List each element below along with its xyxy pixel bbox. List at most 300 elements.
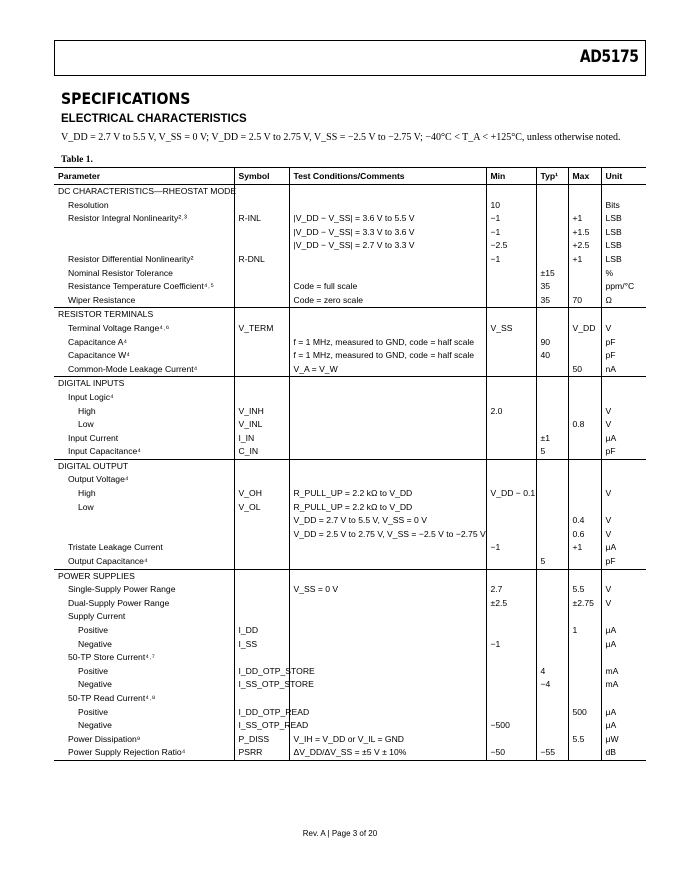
cell-max bbox=[568, 569, 601, 583]
cell-unit bbox=[601, 473, 646, 487]
cell-parameter: POWER SUPPLIES bbox=[54, 569, 234, 583]
cell-test-conditions bbox=[289, 706, 486, 720]
cell-symbol bbox=[234, 267, 289, 281]
cell-symbol bbox=[234, 363, 289, 377]
cell-min bbox=[486, 294, 536, 308]
cell-typ: 35 bbox=[536, 280, 568, 294]
table-row bbox=[54, 473, 646, 487]
cell-parameter: Output Capacitance⁴ bbox=[68, 556, 148, 567]
page-footer: Rev. A | Page 3 of 20 bbox=[302, 829, 378, 838]
cell-symbol: V_INL bbox=[234, 418, 289, 432]
table-row bbox=[54, 651, 646, 665]
cell-max bbox=[568, 746, 601, 760]
cell-symbol bbox=[234, 583, 289, 597]
cell-parameter: Capacitance A⁴ bbox=[68, 336, 128, 347]
cell-test-conditions bbox=[289, 597, 486, 611]
table-row bbox=[54, 349, 646, 363]
col-header-test-conditions: Test Conditions/Comments bbox=[289, 168, 486, 185]
cell-typ bbox=[536, 363, 568, 377]
cell-unit: μW bbox=[601, 733, 646, 747]
cell-symbol bbox=[234, 239, 289, 253]
cell-unit: pF bbox=[601, 555, 646, 569]
cell-test-conditions: V_DD = 2.5 V to 2.75 V, V_SS = −2.5 V to −2.75 V bbox=[289, 528, 486, 542]
cell-test-conditions: V_DD = 2.7 V to 5.5 V, V_SS = 0 V bbox=[289, 514, 486, 528]
part-number: AD5175 bbox=[580, 47, 639, 67]
cell-typ: ±1 bbox=[536, 432, 568, 446]
section-title: SPECIFICATIONS bbox=[61, 89, 191, 108]
cell-min bbox=[486, 665, 536, 679]
cell-typ bbox=[536, 253, 568, 267]
cell-test-conditions bbox=[289, 473, 486, 487]
cell-symbol bbox=[234, 541, 289, 555]
cell-min bbox=[486, 692, 536, 706]
cell-max bbox=[568, 638, 601, 652]
cell-parameter: High bbox=[78, 488, 96, 499]
col-header-unit: Unit bbox=[601, 168, 646, 185]
cell-test-conditions bbox=[289, 719, 486, 733]
cell-typ bbox=[536, 692, 568, 706]
table-row bbox=[54, 678, 646, 692]
cell-unit: μA bbox=[601, 432, 646, 446]
cell-unit: pF bbox=[601, 349, 646, 363]
cell-test-conditions bbox=[289, 624, 486, 638]
cell-typ bbox=[536, 322, 568, 336]
cell-typ bbox=[536, 706, 568, 720]
table-row bbox=[54, 322, 646, 336]
cell-min: 2.7 bbox=[486, 583, 536, 597]
table-row bbox=[54, 514, 646, 528]
cell-max bbox=[568, 501, 601, 515]
cell-unit: % bbox=[601, 267, 646, 281]
cell-min bbox=[486, 514, 536, 528]
cell-min bbox=[486, 185, 536, 199]
table-row bbox=[54, 226, 646, 240]
cell-unit bbox=[601, 459, 646, 473]
cell-typ bbox=[536, 405, 568, 419]
cell-test-conditions: |V_DD − V_SS| = 3.3 V to 3.6 V bbox=[289, 226, 486, 240]
cell-unit bbox=[601, 377, 646, 391]
cell-unit: LSB bbox=[601, 239, 646, 253]
cell-symbol: P_DISS bbox=[234, 733, 289, 747]
cell-test-conditions bbox=[289, 459, 486, 473]
cell-symbol: I_DD_OTP_STORE bbox=[234, 665, 289, 679]
cell-test-conditions bbox=[289, 638, 486, 652]
cell-symbol: I_DD_OTP_READ bbox=[234, 706, 289, 720]
table-row bbox=[54, 733, 646, 747]
cell-parameter bbox=[54, 239, 234, 253]
cell-max: +1 bbox=[568, 253, 601, 267]
cell-typ bbox=[536, 569, 568, 583]
cell-min: ±2.5 bbox=[486, 597, 536, 611]
cell-max bbox=[568, 445, 601, 459]
cell-max: 5.5 bbox=[568, 583, 601, 597]
cell-typ bbox=[536, 719, 568, 733]
cell-unit: mA bbox=[601, 678, 646, 692]
cell-typ: −4 bbox=[536, 678, 568, 692]
cell-parameter: Positive bbox=[78, 625, 109, 635]
cell-parameter: Power Dissipation⁹ bbox=[68, 733, 141, 744]
cell-typ bbox=[536, 638, 568, 652]
cell-parameter: Resolution bbox=[68, 199, 109, 210]
cell-max bbox=[568, 267, 601, 281]
cell-max bbox=[568, 280, 601, 294]
table-section-row bbox=[54, 459, 646, 473]
cell-symbol bbox=[234, 514, 289, 528]
cell-parameter: Resistance Temperature Coefficient⁴˒⁵ bbox=[68, 281, 214, 292]
table-row bbox=[54, 501, 646, 515]
table-row bbox=[54, 624, 646, 638]
cell-parameter: Negative bbox=[78, 679, 112, 690]
cell-min: 10 bbox=[486, 199, 536, 213]
cell-typ bbox=[536, 501, 568, 515]
cell-unit: V bbox=[601, 418, 646, 432]
table-section-row bbox=[54, 185, 646, 199]
cell-test-conditions bbox=[289, 541, 486, 555]
table-row bbox=[54, 418, 646, 432]
cell-unit bbox=[601, 308, 646, 322]
cell-parameter: Common-Mode Leakage Current⁴ bbox=[68, 363, 198, 374]
cell-typ bbox=[536, 391, 568, 405]
cell-symbol bbox=[234, 336, 289, 350]
cell-typ bbox=[536, 597, 568, 611]
cell-min bbox=[486, 377, 536, 391]
cell-test-conditions bbox=[289, 692, 486, 706]
cell-max bbox=[568, 349, 601, 363]
cell-symbol: V_OH bbox=[234, 487, 289, 501]
cell-typ bbox=[536, 733, 568, 747]
cell-min bbox=[486, 651, 536, 665]
cell-min bbox=[486, 418, 536, 432]
cell-max: 0.8 bbox=[568, 418, 601, 432]
cell-unit bbox=[601, 610, 646, 624]
cell-min: −50 bbox=[486, 746, 536, 760]
table-row bbox=[54, 555, 646, 569]
cell-min bbox=[486, 706, 536, 720]
cell-typ bbox=[536, 473, 568, 487]
cell-max bbox=[568, 377, 601, 391]
cell-unit: LSB bbox=[601, 226, 646, 240]
cell-parameter: DC CHARACTERISTICS—RHEOSTAT MODE bbox=[54, 185, 234, 199]
table-row bbox=[54, 541, 646, 555]
cell-symbol: V_INH bbox=[234, 405, 289, 419]
cell-typ: −55 bbox=[536, 746, 568, 760]
cell-max bbox=[568, 473, 601, 487]
cell-typ bbox=[536, 541, 568, 555]
cell-typ bbox=[536, 610, 568, 624]
cell-max: +2.5 bbox=[568, 239, 601, 253]
cell-min bbox=[486, 267, 536, 281]
cell-symbol: I_SS_OTP_READ bbox=[234, 719, 289, 733]
cell-min: V_DD − 0.1 bbox=[486, 487, 536, 501]
table-row bbox=[54, 487, 646, 501]
table-row bbox=[54, 212, 646, 226]
table-row bbox=[54, 199, 646, 213]
cell-parameter: DIGITAL OUTPUT bbox=[54, 459, 234, 473]
cell-test-conditions bbox=[289, 308, 486, 322]
cell-min: V_SS bbox=[486, 322, 536, 336]
cell-unit: LSB bbox=[601, 212, 646, 226]
cell-parameter: Supply Current bbox=[68, 611, 126, 622]
cell-min: −1 bbox=[486, 253, 536, 267]
cell-max bbox=[568, 432, 601, 446]
table-row bbox=[54, 336, 646, 350]
cell-test-conditions bbox=[289, 418, 486, 432]
cell-parameter: Terminal Voltage Range⁴˒⁶ bbox=[68, 322, 170, 333]
table-row bbox=[54, 445, 646, 459]
cell-test-conditions bbox=[289, 267, 486, 281]
cell-parameter: DIGITAL INPUTS bbox=[54, 377, 234, 391]
cell-parameter: Resistor Differential Nonlinearity² bbox=[68, 253, 194, 264]
cell-test-conditions bbox=[289, 569, 486, 583]
cell-test-conditions bbox=[289, 678, 486, 692]
cell-test-conditions bbox=[289, 555, 486, 569]
cell-symbol bbox=[234, 610, 289, 624]
cell-symbol: R-INL bbox=[234, 212, 289, 226]
cell-max bbox=[568, 555, 601, 569]
cell-parameter: Negative bbox=[78, 638, 112, 649]
cell-min bbox=[486, 733, 536, 747]
table-section-row bbox=[54, 308, 646, 322]
cell-unit: dB bbox=[601, 746, 646, 760]
table-section-row bbox=[54, 377, 646, 391]
cell-max bbox=[568, 336, 601, 350]
table-row bbox=[54, 610, 646, 624]
cell-unit bbox=[601, 391, 646, 405]
specifications-table bbox=[54, 167, 646, 761]
cell-parameter: Positive bbox=[78, 706, 109, 717]
cell-min bbox=[486, 363, 536, 377]
cell-unit: μA bbox=[601, 541, 646, 555]
cell-parameter: Single-Supply Power Range bbox=[68, 584, 176, 595]
table-row bbox=[54, 706, 646, 720]
cell-min: −1 bbox=[486, 541, 536, 555]
cell-parameter: 50-TP Read Current⁴˒⁸ bbox=[68, 692, 156, 703]
cell-typ bbox=[536, 583, 568, 597]
cell-test-conditions: V_SS = 0 V bbox=[289, 583, 486, 597]
cell-parameter: Input Logic⁴ bbox=[68, 391, 114, 402]
cell-parameter: Input Capacitance⁴ bbox=[68, 446, 141, 457]
cell-unit: μA bbox=[601, 719, 646, 733]
col-header-parameter: Parameter bbox=[54, 168, 234, 185]
cell-max bbox=[568, 665, 601, 679]
cell-parameter: High bbox=[78, 405, 96, 416]
cell-unit: V bbox=[601, 322, 646, 336]
cell-max bbox=[568, 719, 601, 733]
cell-parameter: RESISTOR TERMINALS bbox=[54, 308, 234, 322]
cell-unit: nA bbox=[601, 363, 646, 377]
cell-max: ±2.75 bbox=[568, 597, 601, 611]
cell-unit: pF bbox=[601, 336, 646, 350]
cell-min bbox=[486, 610, 536, 624]
cell-unit: LSB bbox=[601, 253, 646, 267]
cell-test-conditions: Code = zero scale bbox=[289, 294, 486, 308]
page-header-box bbox=[54, 40, 646, 76]
cell-max bbox=[568, 651, 601, 665]
cell-typ bbox=[536, 459, 568, 473]
operating-conditions: V_DD = 2.7 V to 5.5 V, V_SS = 0 V; V_DD = 2.5 V to 2.75 V, V_SS = −2.5 V to −2.75 V; −40°C < T_A < +125°C, unless otherwise noted. bbox=[61, 132, 621, 143]
table-title: Table 1. bbox=[61, 155, 93, 165]
cell-typ: 90 bbox=[536, 336, 568, 350]
cell-test-conditions bbox=[289, 665, 486, 679]
cell-unit bbox=[601, 569, 646, 583]
cell-unit: μA bbox=[601, 706, 646, 720]
cell-unit: V bbox=[601, 514, 646, 528]
col-header-max: Max bbox=[568, 168, 601, 185]
cell-max: +1 bbox=[568, 541, 601, 555]
cell-test-conditions: |V_DD − V_SS| = 2.7 V to 3.3 V bbox=[289, 239, 486, 253]
cell-symbol bbox=[234, 308, 289, 322]
cell-typ bbox=[536, 514, 568, 528]
subsection-title: ELECTRICAL CHARACTERISTICS bbox=[61, 113, 247, 125]
cell-max bbox=[568, 185, 601, 199]
cell-symbol: I_IN bbox=[234, 432, 289, 446]
cell-parameter: Positive bbox=[78, 665, 109, 676]
cell-typ: 4 bbox=[536, 665, 568, 679]
cell-test-conditions bbox=[289, 185, 486, 199]
cell-parameter: 50-TP Store Current⁴˒⁷ bbox=[68, 652, 155, 663]
cell-typ bbox=[536, 226, 568, 240]
cell-max bbox=[568, 199, 601, 213]
cell-min: −2.5 bbox=[486, 239, 536, 253]
cell-min: 2.0 bbox=[486, 405, 536, 419]
table-body bbox=[54, 185, 646, 761]
cell-typ: ±15 bbox=[536, 267, 568, 281]
cell-max: 70 bbox=[568, 294, 601, 308]
cell-min bbox=[486, 432, 536, 446]
cell-min: −1 bbox=[486, 212, 536, 226]
cell-parameter: Dual-Supply Power Range bbox=[68, 597, 170, 608]
cell-unit: V bbox=[601, 597, 646, 611]
cell-typ bbox=[536, 212, 568, 226]
cell-min bbox=[486, 473, 536, 487]
cell-max: 0.6 bbox=[568, 528, 601, 542]
cell-symbol: I_DD bbox=[234, 624, 289, 638]
cell-unit bbox=[601, 651, 646, 665]
cell-test-conditions bbox=[289, 253, 486, 267]
cell-test-conditions bbox=[289, 199, 486, 213]
cell-max: 500 bbox=[568, 706, 601, 720]
cell-parameter: Output Voltage⁴ bbox=[68, 474, 129, 485]
cell-test-conditions bbox=[289, 610, 486, 624]
cell-symbol bbox=[234, 473, 289, 487]
cell-max bbox=[568, 610, 601, 624]
cell-symbol: C_IN bbox=[234, 445, 289, 459]
cell-parameter bbox=[54, 514, 234, 528]
cell-min bbox=[486, 569, 536, 583]
cell-test-conditions bbox=[289, 445, 486, 459]
cell-max bbox=[568, 487, 601, 501]
cell-test-conditions bbox=[289, 651, 486, 665]
table-row bbox=[54, 267, 646, 281]
cell-symbol bbox=[234, 185, 289, 199]
table-row bbox=[54, 294, 646, 308]
cell-max: 50 bbox=[568, 363, 601, 377]
cell-max bbox=[568, 692, 601, 706]
cell-test-conditions: f = 1 MHz, measured to GND, code = half scale bbox=[289, 336, 486, 350]
cell-symbol bbox=[234, 459, 289, 473]
cell-unit: Ω bbox=[601, 294, 646, 308]
cell-min bbox=[486, 459, 536, 473]
cell-test-conditions bbox=[289, 391, 486, 405]
cell-max: V_DD bbox=[568, 322, 601, 336]
cell-min: −500 bbox=[486, 719, 536, 733]
cell-symbol: I_SS bbox=[234, 638, 289, 652]
cell-typ bbox=[536, 528, 568, 542]
table-row bbox=[54, 746, 646, 760]
cell-unit: mA bbox=[601, 665, 646, 679]
table-row bbox=[54, 597, 646, 611]
cell-max: +1 bbox=[568, 212, 601, 226]
table-row bbox=[54, 391, 646, 405]
cell-symbol: V_OL bbox=[234, 501, 289, 515]
cell-unit: μA bbox=[601, 638, 646, 652]
cell-typ bbox=[536, 487, 568, 501]
cell-symbol bbox=[234, 280, 289, 294]
cell-typ bbox=[536, 624, 568, 638]
cell-typ: 40 bbox=[536, 349, 568, 363]
cell-symbol bbox=[234, 199, 289, 213]
table-row bbox=[54, 432, 646, 446]
cell-symbol bbox=[234, 651, 289, 665]
cell-symbol: R-DNL bbox=[234, 253, 289, 267]
table-row bbox=[54, 528, 646, 542]
cell-max bbox=[568, 405, 601, 419]
table-row bbox=[54, 719, 646, 733]
cell-min bbox=[486, 349, 536, 363]
table-row bbox=[54, 583, 646, 597]
cell-typ bbox=[536, 418, 568, 432]
cell-parameter: Capacitance W⁴ bbox=[68, 350, 130, 361]
table-row bbox=[54, 253, 646, 267]
cell-max: +1.5 bbox=[568, 226, 601, 240]
table-header-row bbox=[54, 168, 646, 185]
table-row bbox=[54, 239, 646, 253]
cell-typ bbox=[536, 239, 568, 253]
cell-parameter: Nominal Resistor Tolerance bbox=[68, 267, 173, 278]
cell-test-conditions: V_A = V_W bbox=[289, 363, 486, 377]
cell-symbol bbox=[234, 555, 289, 569]
cell-test-conditions bbox=[289, 405, 486, 419]
cell-unit: V bbox=[601, 583, 646, 597]
cell-max: 1 bbox=[568, 624, 601, 638]
cell-min bbox=[486, 445, 536, 459]
cell-typ bbox=[536, 651, 568, 665]
cell-typ bbox=[536, 308, 568, 322]
table-row bbox=[54, 280, 646, 294]
cell-max: 5.5 bbox=[568, 733, 601, 747]
cell-test-conditions: f = 1 MHz, measured to GND, code = half scale bbox=[289, 349, 486, 363]
cell-max bbox=[568, 678, 601, 692]
table-row bbox=[54, 692, 646, 706]
table-row bbox=[54, 363, 646, 377]
cell-min bbox=[486, 528, 536, 542]
cell-min bbox=[486, 555, 536, 569]
cell-test-conditions: Code = full scale bbox=[289, 280, 486, 294]
cell-symbol bbox=[234, 391, 289, 405]
cell-parameter: Wiper Resistance bbox=[68, 294, 136, 305]
cell-typ: 35 bbox=[536, 294, 568, 308]
cell-parameter: Tristate Leakage Current bbox=[68, 542, 163, 553]
cell-unit: μA bbox=[601, 624, 646, 638]
cell-symbol bbox=[234, 349, 289, 363]
cell-symbol bbox=[234, 226, 289, 240]
cell-max bbox=[568, 308, 601, 322]
cell-symbol bbox=[234, 692, 289, 706]
cell-min bbox=[486, 336, 536, 350]
cell-min bbox=[486, 678, 536, 692]
cell-symbol bbox=[234, 597, 289, 611]
cell-unit bbox=[601, 185, 646, 199]
